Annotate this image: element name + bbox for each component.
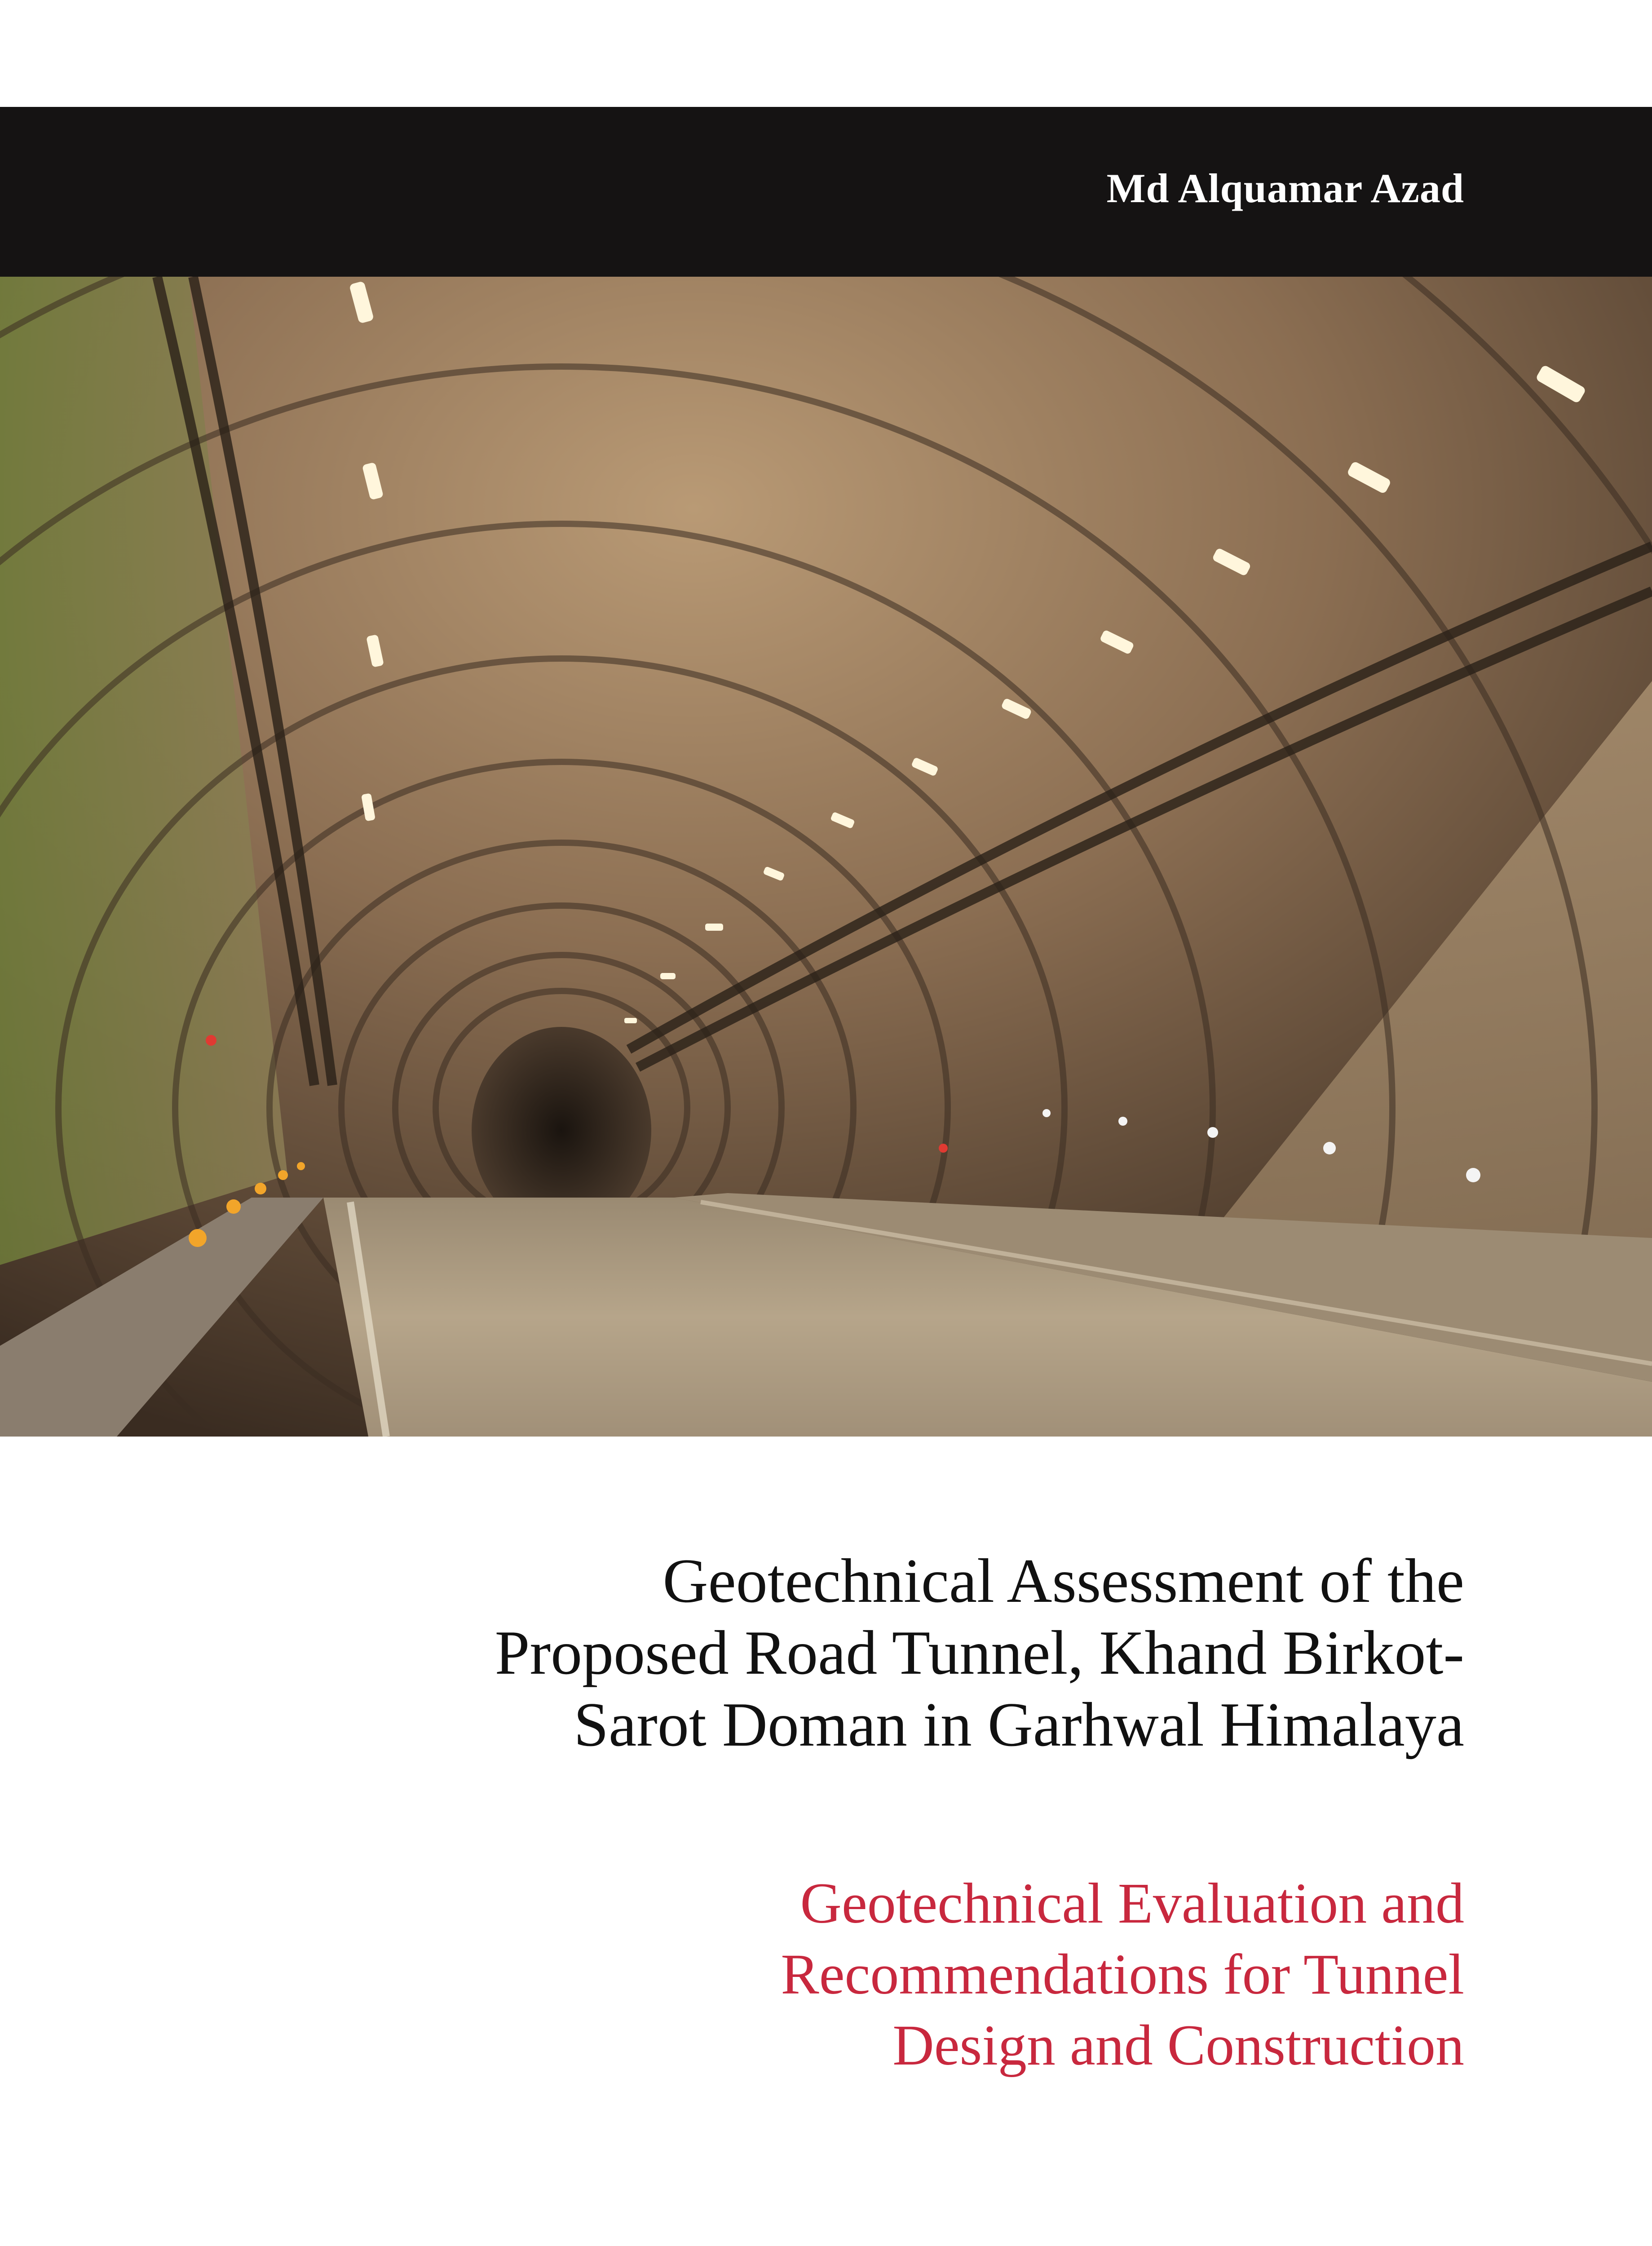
book-title-line: Geotechnical Assessment of the — [663, 1546, 1464, 1616]
cover-photo — [0, 277, 1652, 1437]
book-title-line: Sarot Doman in Garhwal Himalaya — [574, 1690, 1464, 1760]
road-tunnel-photo-icon — [0, 277, 1652, 1437]
book-title-line: Proposed Road Tunnel, Khand Birkot- — [495, 1618, 1464, 1688]
author-name: Md Alquamar Azad — [1106, 165, 1464, 211]
book-subtitle — [117, 1868, 1464, 2081]
book-title — [72, 1545, 1464, 1761]
author-band — [0, 107, 1652, 277]
book-subtitle-line: Geotechnical Evaluation and — [800, 1871, 1464, 1935]
book-subtitle-line: Design and Construction — [892, 2013, 1464, 2077]
book-subtitle-line: Recommendations for Tunnel — [781, 1942, 1464, 2006]
